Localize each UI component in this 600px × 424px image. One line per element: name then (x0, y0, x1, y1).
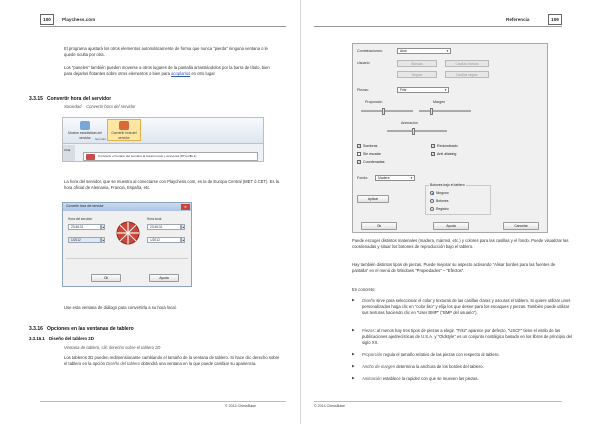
margen-label: Margen (433, 100, 446, 104)
checkbox-checked-icon: ✓ (432, 152, 435, 157)
local-time-input[interactable]: 23:46:31 (147, 224, 181, 230)
chevron-down-icon: ▼ (446, 49, 449, 53)
bullet-animation (352, 376, 574, 382)
bullet-arrow-icon: ▶ (352, 328, 355, 332)
checkbox-label: Redondeado (437, 144, 458, 148)
radio-selected-icon (430, 191, 434, 195)
aplicar-button[interactable]: Aplicar (357, 195, 389, 203)
menu-path-part: Convertir hora del servidor (86, 104, 136, 109)
paragraph-text-end: obtendrá una ventana en la que puede cambiar su apariencia. (139, 361, 257, 367)
coordenadas-checkbox[interactable] (357, 160, 385, 165)
concrete-paragraph: En concreto: (352, 287, 376, 292)
ok-button[interactable]: Ok (361, 222, 397, 230)
anti-aliasing-checkbox[interactable] (431, 152, 456, 157)
blancas-button[interactable]: Blancas (397, 60, 437, 67)
footer-copyright: © 2014 ChessBase (225, 404, 257, 408)
subsection-title: Diseño del tablero 2D (49, 336, 94, 341)
radio-icon (430, 199, 434, 203)
ninguno-radio[interactable] (430, 191, 449, 196)
stats-icon (80, 121, 90, 130)
radio-label: Registro (436, 207, 449, 211)
bullet-term: Ancho de margen (362, 364, 396, 369)
bullet-arrow-icon: ▶ (352, 352, 355, 356)
radio-label: Botones (436, 199, 449, 203)
bullet-text: establece la rapidez con que se mueven las piezas. (381, 376, 479, 381)
paragraph-text: Los tableros 2D pueden redimensionarse cambiando el tamaño de la ventana de tablero. Si hace clic derecho sobre el tablero en la opción (64, 355, 280, 367)
usuario-label: Usuario: (357, 61, 371, 65)
piezas-label: Piezas: (357, 88, 369, 92)
menu-path (64, 104, 135, 110)
footer-rule (314, 401, 562, 402)
checkbox-label: Sombras (363, 144, 378, 148)
footer-rule (40, 401, 286, 402)
side-tab-label: Chat (64, 148, 71, 152)
ayuda-button[interactable]: Ayuda (433, 222, 469, 230)
ribbon-button-label: Mostrar estadísticas del servidor (68, 131, 102, 140)
bullet-proportion (352, 352, 574, 358)
tooltip-text: Convierte el horario del servidor al horario local y viceversa (DH+GB+1) (98, 154, 197, 158)
spinner-icon[interactable]: ▲ (102, 226, 105, 229)
fondo-select[interactable] (375, 175, 415, 181)
ok-button[interactable]: Ok (91, 274, 121, 282)
checkbox-checked-icon: ✓ (432, 144, 435, 149)
clock-icon (119, 121, 129, 130)
bullet-term: Proporción (362, 352, 383, 357)
menu-path-part: Sociedad (64, 104, 82, 109)
checkbox-checked-icon: ✓ (358, 160, 361, 165)
footer-copyright: © 2014 ChessBase (314, 404, 346, 408)
clock-icon (86, 154, 95, 160)
bullet-arrow-icon: ▶ (352, 376, 355, 380)
buttons-under-board-group (425, 185, 491, 215)
convert-time-dialog (62, 202, 192, 287)
pieces-paragraph: Hay también distintos tipos de piezas. Puede mejorar su aspecto activando "Alisar bordes para las fuentes de pantalla" en el menú de Windows "Propiedades" – "Efectos". (352, 262, 556, 274)
server-date-input[interactable]: 1/2012 (68, 237, 101, 243)
proporcion-slider[interactable] (361, 110, 413, 112)
bullet-term: Diseño (362, 298, 376, 303)
spinner-icon[interactable]: ▲ (182, 226, 185, 229)
combinaciones-select[interactable] (397, 48, 451, 54)
fondo-label: Fondo: (357, 176, 369, 180)
combinaciones-label: Combinaciones: (357, 49, 383, 53)
header-rule (40, 26, 286, 27)
bullet-text: sirve para seleccionar el color y texturas de las casillas claras y oscuras el tablero. Si quiere utilizar unos personalizados haga clic en "color liso" y elija los que desee para los escaques y piezas. También puede utilizar sus texturas haciendo clic en "User BMP" ("BMP del usuario"). (362, 298, 571, 316)
dialog-paragraph: Use esta ventana de diálogo para convertirla a su hora local. (64, 305, 177, 310)
subsection-heading (29, 336, 94, 342)
checkbox-label: Coordenadas (363, 160, 385, 164)
spinner-icon[interactable]: ▲ (102, 239, 105, 242)
bullet-term: Animación (362, 376, 382, 381)
local-time-label: Hora local (147, 217, 162, 221)
checkbox-label: Sin escalar (363, 152, 381, 156)
section-heading (29, 96, 111, 103)
bullet-margin (352, 364, 574, 370)
server-time-paragraph: La hora del servidor, que se muestra al conectarse con Playchess.com, es la de Europa Central (MET ó CET). Es la hora oficial de Alemania, Francia, España, etc. (64, 179, 279, 191)
slider-thumb[interactable] (430, 108, 433, 115)
paragraph-italic: Diseño del tablero (106, 361, 140, 367)
header-rule (314, 26, 562, 27)
margen-slider[interactable] (419, 110, 471, 112)
bullet-text: determina la anchura de los bordes del tablero. (395, 364, 484, 369)
close-icon[interactable]: ✕ (181, 204, 190, 210)
help-button[interactable]: Ayuda (149, 274, 179, 282)
redondeado-checkbox[interactable] (431, 144, 458, 149)
sin-escalar-checkbox[interactable] (357, 152, 381, 157)
server-time-label: Hora del servidor (68, 217, 93, 221)
ribbon-side-tab (63, 145, 75, 161)
board-2d-paragraph (64, 355, 280, 367)
checkbox-checked-icon: ✓ (358, 144, 361, 149)
intro-text-end: en otro lugar (190, 71, 215, 77)
menu-path: Ventana de tablero, clic derecho sobre el tablero 2D (64, 345, 161, 350)
bullet-text: regula el tamaño relativo de las piezas con respecto al tablero. (382, 352, 500, 357)
local-date-input[interactable]: 1/2012 (147, 237, 181, 243)
ribbon-group-label: Servidor (95, 137, 107, 141)
negras-button[interactable]: Negras (397, 71, 437, 78)
bullet-arrow-icon: ▶ (352, 364, 355, 368)
page-number: 109 (548, 14, 562, 25)
section-heading (29, 326, 134, 333)
right-page (300, 0, 600, 424)
chevron-down-icon: ▼ (444, 88, 447, 92)
registro-radio[interactable] (430, 207, 449, 212)
intro-text: Los "paneles" también pueden moverse a otros lugares de la pantalla arrastrándolos por la barra de título, bien para dejarlos flotantes sobre otros elementos o bien para (64, 65, 270, 77)
select-value: Fritz (400, 88, 407, 92)
cancelar-button[interactable]: Cancelar (503, 222, 539, 230)
intro-paragraph-1: El programa ajustará los otros elementos automáticamente de forma que nunca "pierda" ninguna ventana o le quede oculta por otra. (64, 46, 268, 58)
convert-time-button[interactable] (107, 121, 141, 140)
dialog-title: Convertir hora del servidor (63, 203, 191, 211)
proporcion-label: Proporción (365, 100, 383, 104)
bullet-term: Piezas (362, 328, 375, 333)
radio-icon (430, 207, 434, 211)
section-title: Opciones en las ventanas de tablero (47, 326, 134, 332)
checkbox-label: Anti aliasing (437, 152, 457, 156)
slider-thumb[interactable] (382, 108, 385, 115)
bullet-text: : al menos hay tres tipos de piezas a elegir. "Fritz" aparece por defecto, "USCF" tiene el estilo de las publicaciones ajedrecísticas de U.S.A. y "Oldstyle" es un conjunto nostálgico basado en los libros de principio del siglo XX. (362, 328, 572, 346)
divider (66, 258, 188, 259)
piezas-select[interactable] (397, 87, 449, 93)
section-number: 3.3.15 (29, 96, 43, 102)
section-number: 3.3.16 (29, 326, 43, 332)
bullet-arrow-icon: ▶ (352, 298, 355, 302)
page-header-title: Referencia (506, 17, 530, 22)
select-value: Madera (378, 176, 390, 180)
bullet-design (352, 298, 574, 316)
server-time-input[interactable]: 23:46:31 (68, 224, 101, 230)
casillas-blancas-button[interactable]: Casillas blancas (445, 60, 489, 67)
chevron-down-icon: ▼ (410, 176, 413, 180)
slider-thumb[interactable] (412, 128, 415, 135)
radio-label: Ninguno (436, 191, 449, 195)
animacion-label: Animación (401, 121, 418, 125)
sombras-checkbox[interactable] (357, 144, 377, 149)
subsection-number: 3.3.16.1 (29, 336, 45, 341)
board-design-dialog (352, 43, 548, 233)
animacion-slider[interactable] (387, 130, 447, 132)
select-value: Arce (400, 49, 407, 53)
botones-radio[interactable] (430, 199, 448, 204)
spinner-icon[interactable]: ▲ (182, 239, 185, 242)
acoplarlos-link[interactable]: acoplarlos (171, 71, 191, 77)
group-legend: Botones bajo el tablero (430, 183, 465, 187)
materials-paragraph: Puede escoger distintos materiales (madera, mármol, etc.) y colores para las casillas y el fondo. Puede visualizar las coordenadas y situar los botones de reproducción bajo el tablero. (352, 238, 569, 250)
intro-paragraph-2 (64, 65, 278, 77)
ribbon-button-label: Convertir hora del servidor (111, 131, 137, 140)
checkbox-icon (357, 152, 361, 156)
casillas-negras-button[interactable]: Casillas negras (445, 71, 489, 78)
tooltip (83, 152, 258, 161)
bullet-pieces (352, 328, 574, 346)
ribbon-screenshot (62, 117, 264, 162)
page-number: 100 (40, 14, 54, 25)
section-title: Convertir hora del servidor (47, 96, 112, 102)
page-header-title: Playchess.com (62, 17, 96, 22)
timezone-icon (115, 220, 141, 246)
